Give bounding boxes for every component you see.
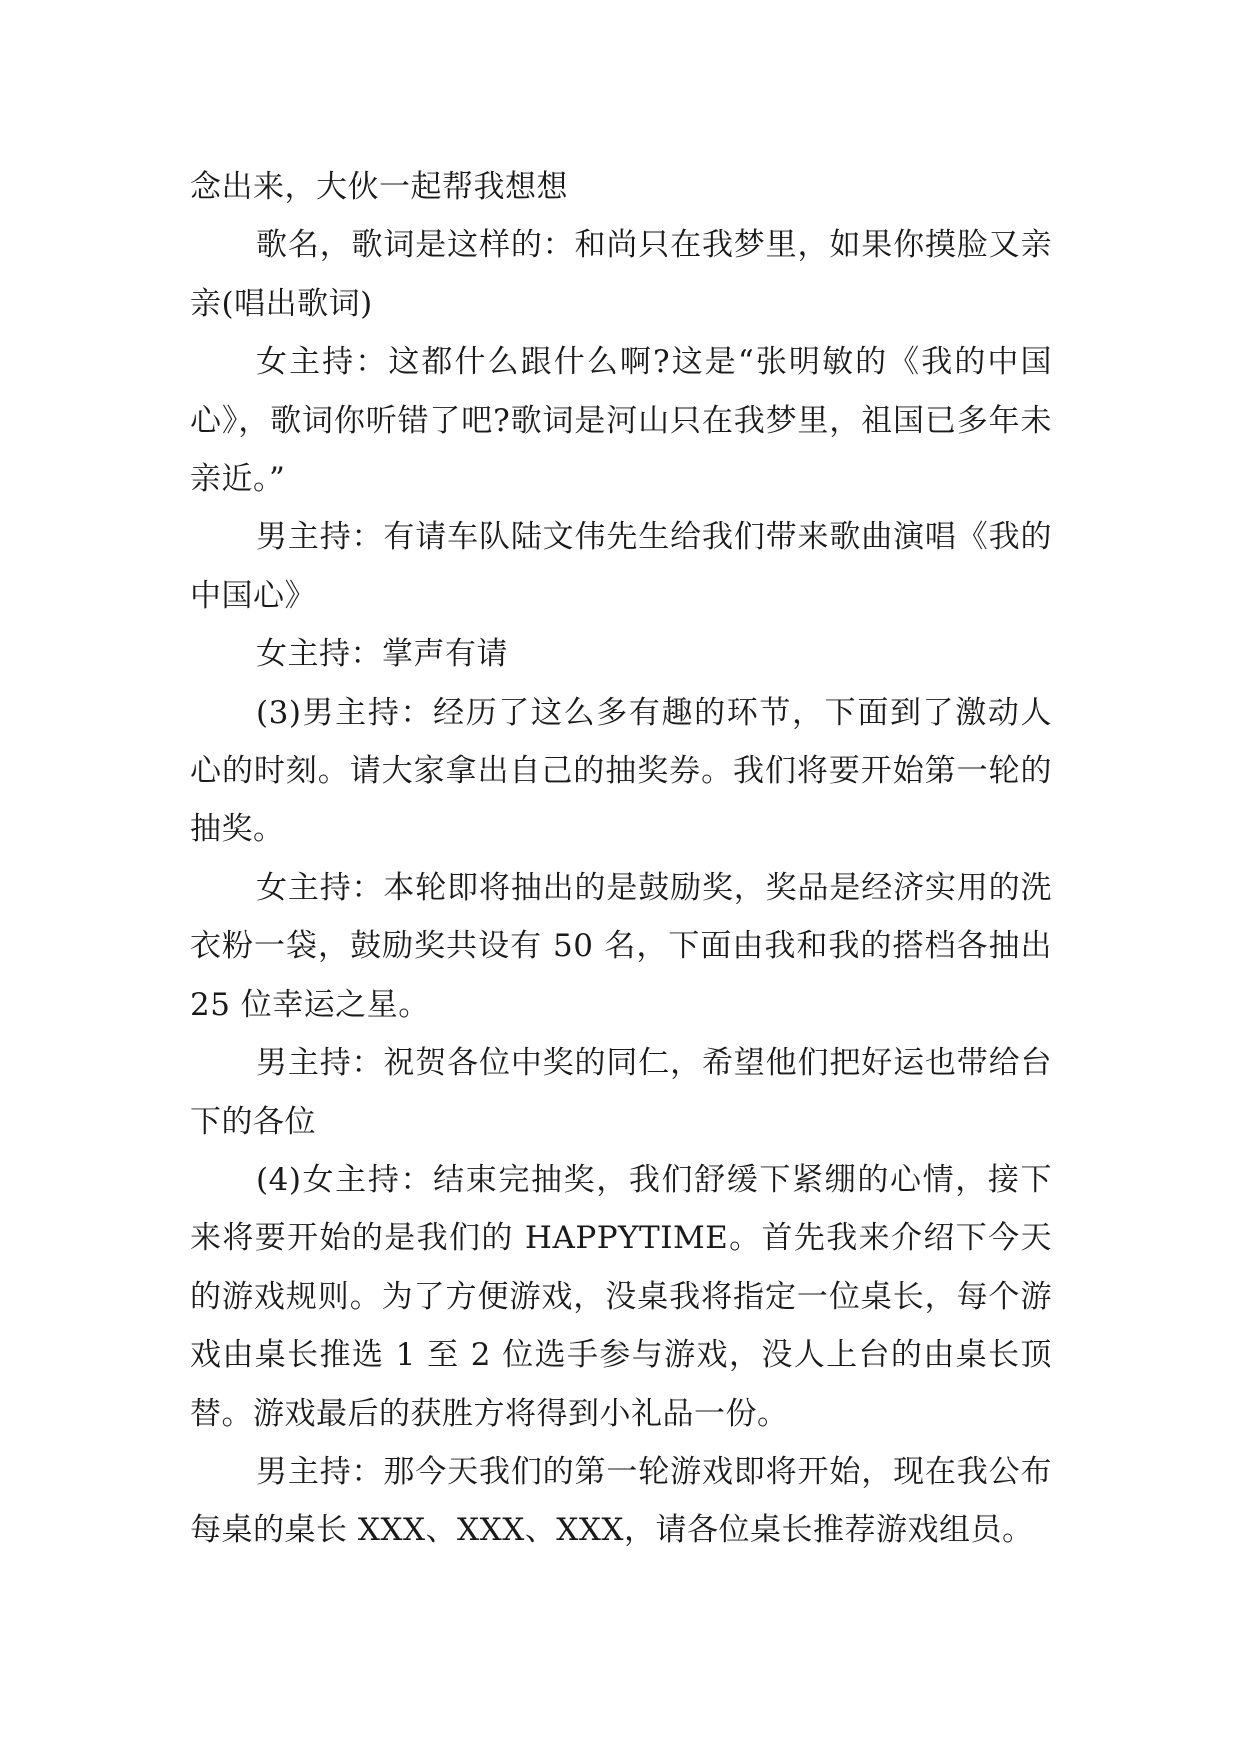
paragraph-female-host-applause: 女主持：掌声有请 (256, 636, 508, 673)
paragraph-encouragement-prize: 女主持：本轮即将抽出的是鼓励奖，奖品是经济实用的洗衣粉一袋，鼓励奖共设有 50 名，下面由我和我的搭档各抽出 25 位幸运之星。 (190, 869, 1052, 1023)
document-body (190, 158, 1052, 1560)
paragraph-continuation: 念出来，大伙一起帮我想想 (190, 169, 568, 205)
paragraph-male-host-invite-singer: 男主持：有请车队陆文伟先生给我们带来歌曲演唱《我的中国心》 (190, 519, 1052, 614)
paragraph-female-host-correction: 女主持：这都什么跟什么啊?这是“张明敏的《我的中国心》，歌词你听错了吧?歌词是河山只在我梦里，祖国已多年未亲近。” (190, 344, 1052, 498)
paragraph-song-lyrics: 歌名，歌词是这样的：和尚只在我梦里，如果你摸脸又亲亲(唱出歌词) (190, 227, 1052, 322)
paragraph-section-4-game-rules: (4)女主持：结束完抽奖，我们舒缓下紧绷的心情，接下来将要开始的是我们的 HAPPYTIME。首先我来介绍下今天的游戏规则。为了方便游戏，没桌我将指定一位桌长，每个游戏由桌长推选 1 至 2 位选手参与游戏，没人上台的由桌长顶替。游戏最后的获胜方将得到小礼品一份。 (190, 1161, 1052, 1432)
paragraph-male-host-first-game: 男主持：那今天我们的第一轮游戏即将开始，现在我公布每桌的桌长 XXX、XXX、XXX，请各位桌长推荐游戏组员。 (190, 1453, 1052, 1549)
paragraph-section-3-lottery: (3)男主持：经历了这么多有趣的环节，下面到了激动人心的时刻。请大家拿出自己的抽奖券。我们将要开始第一轮的抽奖。 (190, 694, 1052, 848)
paragraph-male-host-congrats: 男主持：祝贺各位中奖的同仁，希望他们把好运也带给台下的各位 (190, 1045, 1052, 1140)
